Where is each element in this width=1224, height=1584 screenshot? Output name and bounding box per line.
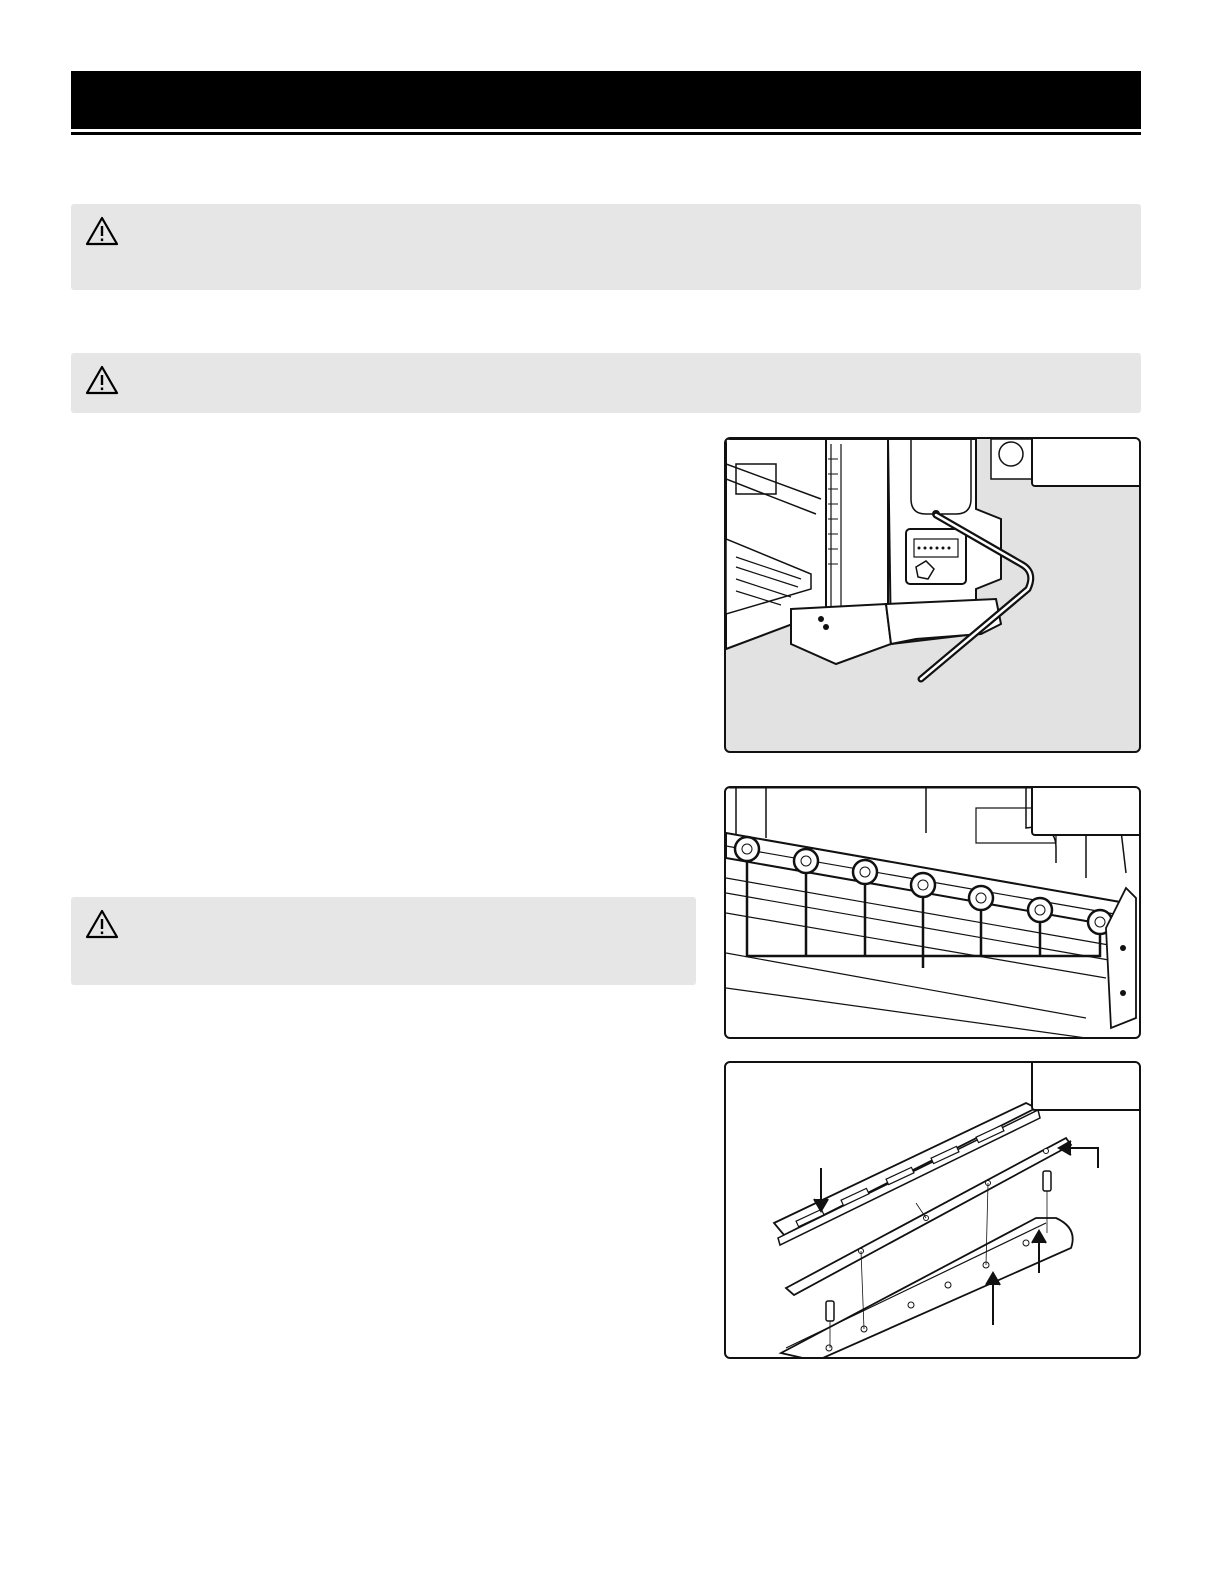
warning-triangle-icon — [85, 909, 119, 939]
figure-knife-bolts — [724, 786, 1141, 1039]
header-rule — [71, 132, 1141, 135]
figure-knife-assembly-exploded — [724, 1061, 1141, 1359]
warning-box-1 — [71, 204, 1141, 290]
figure-allen-wrench-planer — [724, 437, 1141, 753]
warning-box-3 — [71, 897, 696, 985]
warning-triangle-icon — [85, 365, 119, 395]
figure-number-tab — [1031, 1061, 1141, 1111]
header-bar — [71, 71, 1141, 129]
figure-number-tab — [1031, 437, 1141, 487]
warning-triangle-icon — [85, 216, 119, 246]
warning-box-2 — [71, 353, 1141, 413]
figure-number-tab — [1031, 786, 1141, 836]
